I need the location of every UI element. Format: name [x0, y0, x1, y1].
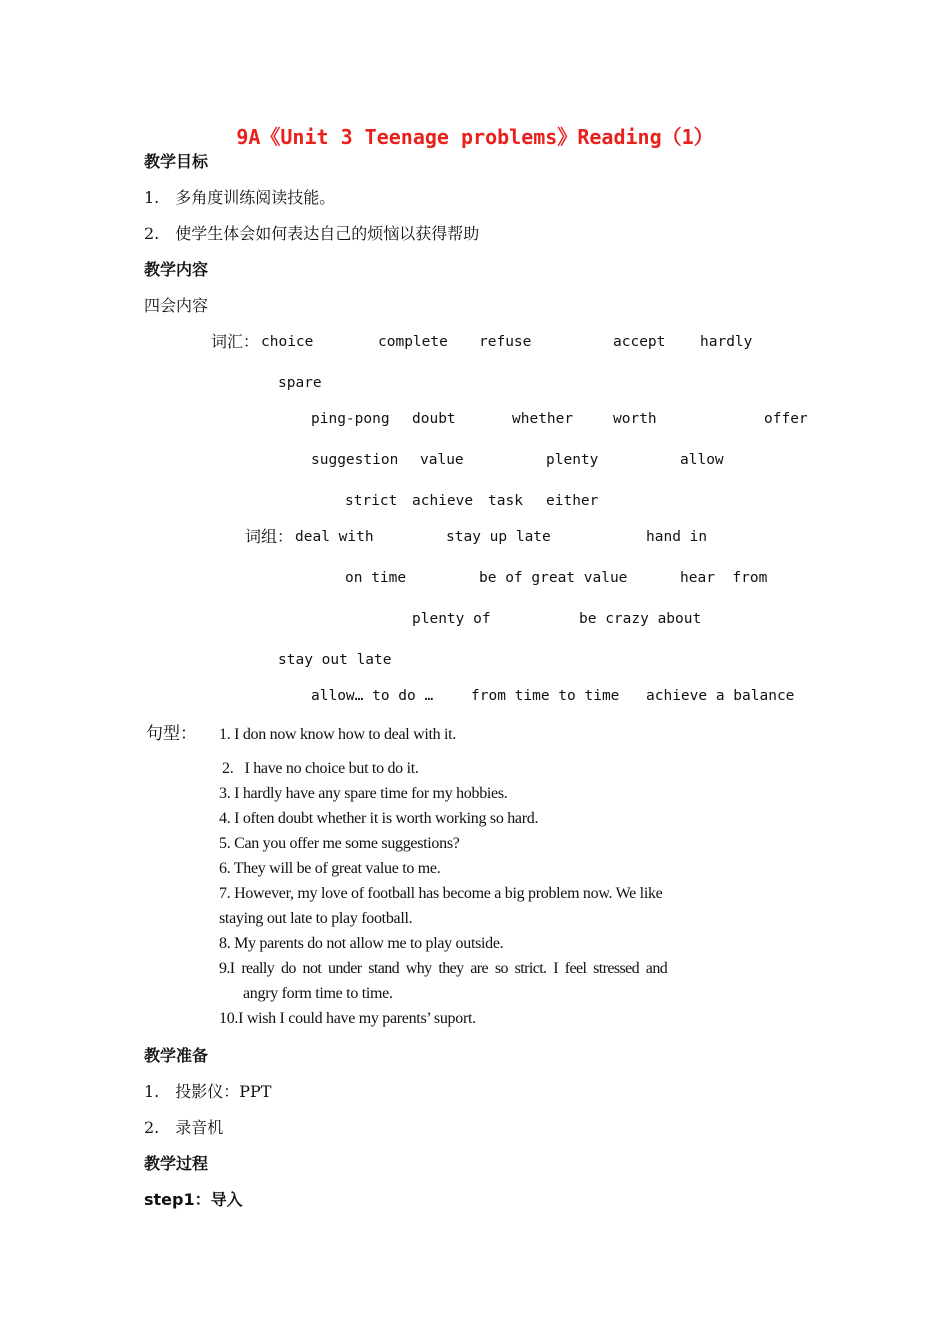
phrase-item: plenty of: [412, 611, 491, 627]
sentence-item: 8. My parents do not allow me to play outside.: [219, 935, 504, 952]
vocab-label: 词汇：: [211, 332, 260, 351]
phrase-item: from time to time: [471, 688, 620, 704]
vocab-word: accept: [613, 334, 666, 350]
phrase-item: achieve a balance: [646, 688, 795, 704]
vocab-word: strict: [345, 493, 398, 509]
sentence-item: 10.I wish I could have my parents’ suport.: [219, 1010, 476, 1027]
vocab-word: choice: [261, 334, 314, 350]
vocab-word: whether: [512, 411, 574, 427]
phrase-item: be of great value: [479, 570, 628, 586]
vocab-word: hardly: [700, 334, 753, 350]
sentence-item: 9.I really do not under stand why they are so strict. I feel stressed and: [219, 960, 668, 977]
preparation-item: 1. 投影仪：PPT: [144, 1082, 272, 1101]
objective-item: 2. 使学生体会如何表达自己的烦恼以获得帮助: [144, 224, 480, 243]
vocab-word: ping-pong: [311, 411, 390, 427]
objectives-heading: 教学目标: [144, 152, 209, 171]
sentence-item: 5. Can you offer me some suggestions?: [219, 835, 460, 852]
sentence-item: staying out late to play football.: [219, 910, 413, 927]
vocab-word: worth: [613, 411, 657, 427]
phrase-item: hand in: [646, 529, 708, 545]
step-1: step1：导入: [144, 1190, 243, 1209]
phrase-item: be crazy about: [579, 611, 702, 627]
preparation-heading: 教学准备: [144, 1046, 209, 1065]
sentence-item: 6. They will be of great value to me.: [219, 860, 441, 877]
vocab-word: suggestion: [311, 452, 399, 468]
sentence-item: 3. I hardly have any spare time for my hobbies.: [219, 785, 508, 802]
content-heading: 教学内容: [144, 260, 209, 279]
process-heading: 教学过程: [144, 1154, 209, 1173]
vocab-word: spare: [278, 375, 322, 391]
vocab-word: either: [546, 493, 599, 509]
vocab-word: plenty: [546, 452, 599, 468]
phrase-item: deal with: [295, 529, 374, 545]
vocab-word: refuse: [479, 334, 532, 350]
phrase-item: allow… to do …: [311, 688, 434, 704]
vocab-word: offer: [764, 411, 808, 427]
phrase-item: on time: [345, 570, 407, 586]
sentence-item: 4. I often doubt whether it is worth working so hard.: [219, 810, 539, 827]
vocab-word: value: [420, 452, 464, 468]
vocab-word: doubt: [412, 411, 456, 427]
vocab-word: allow: [680, 452, 724, 468]
sentence-item: 7. However, my love of football has become a big problem now. We like: [219, 885, 663, 902]
preparation-item: 2. 录音机: [144, 1118, 224, 1137]
phrase-item: hear from: [680, 570, 768, 586]
phrase-item: stay up late: [446, 529, 551, 545]
sentence-item: angry form time to time.: [243, 985, 393, 1002]
sentence-item: 1. I don now know how to deal with it.: [219, 726, 457, 743]
vocab-word: complete: [378, 334, 448, 350]
sentence-label: 句型：: [146, 724, 197, 744]
sentence-item: 2. I have no choice but to do it.: [222, 760, 419, 777]
document-title: 9A《Unit 3 Teenage problems》Reading（1）: [236, 125, 714, 149]
phrase-label: 词组：: [245, 527, 294, 546]
phrase-item: stay out late: [278, 652, 392, 668]
vocab-word: achieve: [412, 493, 474, 509]
objective-item: 1. 多角度训练阅读技能。: [144, 188, 336, 207]
vocab-word: task: [488, 493, 523, 509]
content-subheading: 四会内容: [144, 296, 209, 315]
